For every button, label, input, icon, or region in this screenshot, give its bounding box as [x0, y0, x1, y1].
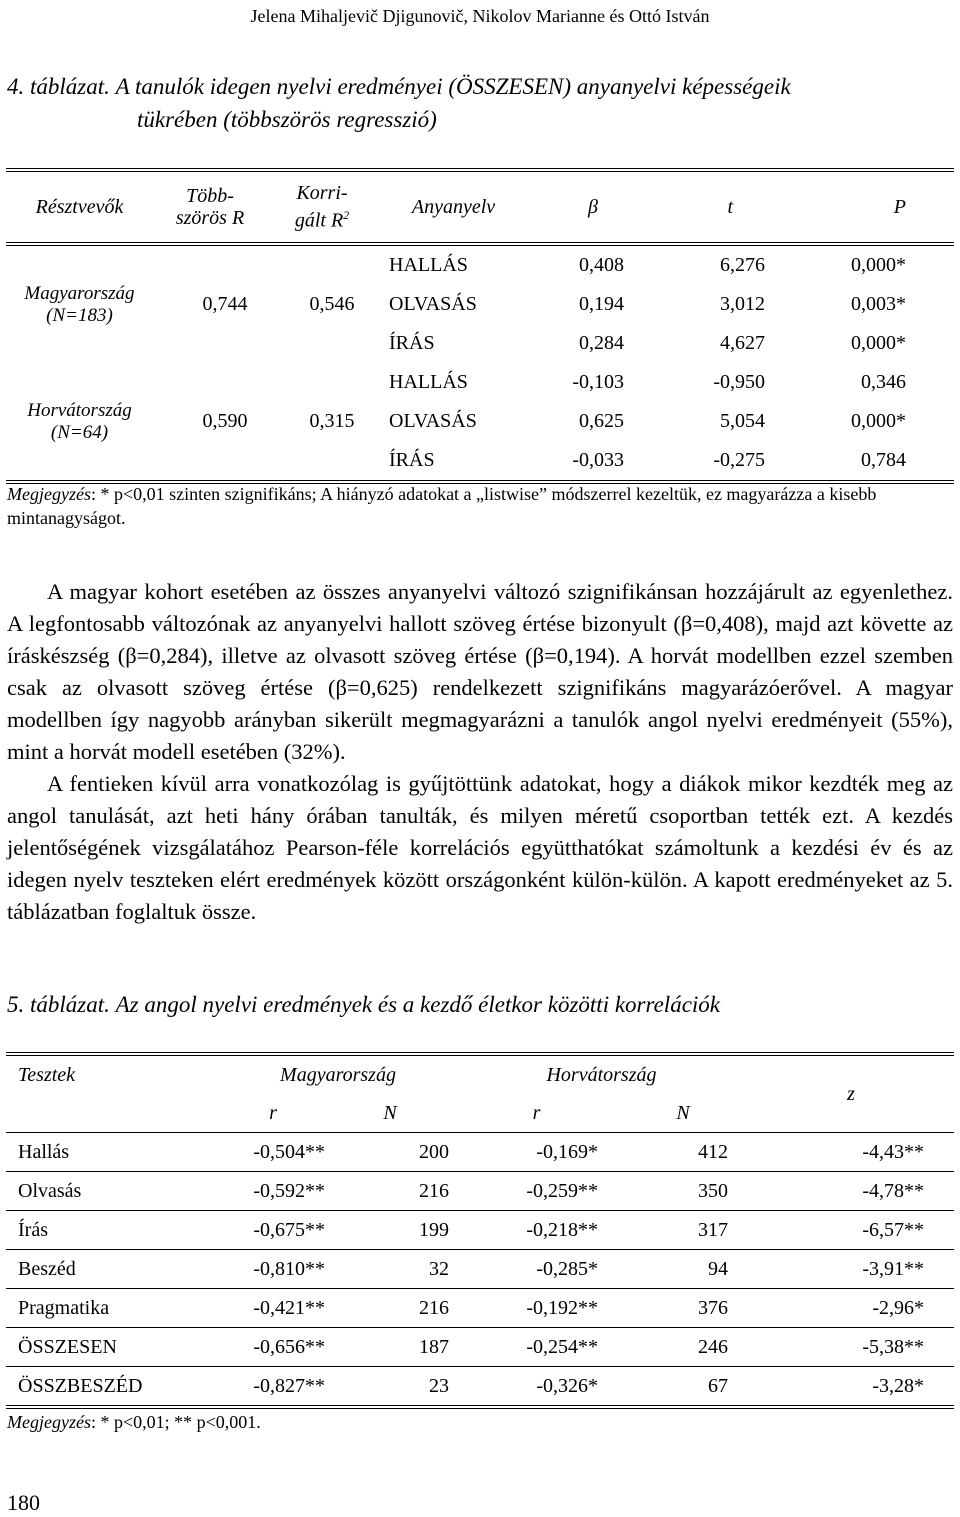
- table4-row: [6, 363, 954, 402]
- z-value: -2,96*: [748, 1289, 954, 1328]
- table-row: [6, 1211, 954, 1250]
- header-croatia: Horvátország: [546, 1063, 657, 1086]
- p-value: 0,346: [861, 371, 906, 393]
- header-adjusted-r2: Korri- gált $R^2$: [294, 182, 350, 232]
- hungary-r: -0,656**: [221, 1328, 325, 1367]
- z-value: -6,57**: [748, 1211, 954, 1250]
- croatia-r: -0,218**: [455, 1211, 618, 1250]
- skill-label: OLVASÁS: [389, 410, 477, 432]
- test-name: Beszéd: [6, 1250, 221, 1289]
- group-label-hungary: Magyarország (N=183): [24, 282, 135, 326]
- page-number: 180: [7, 1490, 40, 1515]
- table-row: [6, 1328, 954, 1367]
- hungary-n: 187: [325, 1328, 455, 1367]
- table-row: [6, 1133, 954, 1172]
- skill-label: ÍRÁS: [389, 332, 435, 354]
- table4-header-row: [6, 170, 954, 244]
- p-value: 0,000*: [851, 332, 906, 354]
- p-value: 0,003*: [851, 293, 906, 315]
- croatia-n: 246: [618, 1328, 748, 1367]
- beta-value: 0,408: [579, 254, 624, 276]
- hungary-n: 216: [325, 1289, 455, 1328]
- header-r: r: [221, 1094, 325, 1133]
- t-value: 5,054: [720, 410, 765, 432]
- croatia-r: -0,169*: [455, 1133, 618, 1172]
- hungary-r: -0,810**: [221, 1250, 325, 1289]
- header-r: r: [455, 1094, 618, 1133]
- z-value: -3,28*: [872, 1374, 924, 1397]
- multiple-r-value: 0,590: [202, 410, 248, 432]
- skill-label: OLVASÁS: [389, 293, 477, 315]
- table5: [6, 1052, 954, 1409]
- table4-title-line1: A tanulók idegen nyelvi eredményei (ÖSSZESEN) anyanyelvi képességeik: [115, 74, 791, 99]
- table4-caption: [7, 70, 952, 136]
- header-tests: Tesztek: [18, 1063, 76, 1086]
- croatia-n: 317: [618, 1211, 748, 1250]
- table5-note: Megjegyzés: * p<0,01; ** p<0,001.: [7, 1412, 261, 1432]
- z-value: -3,91**: [748, 1250, 954, 1289]
- group-label-croatia: Horvátország (N=64): [27, 399, 132, 443]
- p-value: 0,784: [861, 449, 906, 471]
- running-header: Jelena Mihaljevič Djigunovič, Nikolov Marianne és Ottó István: [250, 6, 710, 26]
- z-value: -4,78**: [748, 1172, 954, 1211]
- table-row: [6, 1367, 954, 1408]
- table-row: [6, 1172, 954, 1211]
- hungary-r: -0,675**: [221, 1211, 325, 1250]
- croatia-r: -0,326*: [536, 1374, 598, 1397]
- test-name: Pragmatika: [6, 1289, 221, 1328]
- skill-label: HALLÁS: [389, 254, 468, 276]
- beta-value: -0,103: [572, 371, 624, 393]
- hungary-r: -0,592**: [221, 1172, 325, 1211]
- test-name: ÖSSZBESZÉD: [18, 1374, 143, 1397]
- hungary-n: 199: [325, 1211, 455, 1250]
- header-participants: Résztvevők: [35, 195, 124, 218]
- t-value: 6,276: [720, 254, 765, 276]
- header-beta: β: [588, 195, 598, 218]
- p-value: 0,000*: [851, 254, 906, 276]
- beta-value: -0,033: [572, 449, 624, 471]
- t-value: -0,275: [713, 449, 765, 471]
- t-value: 4,627: [720, 332, 765, 354]
- croatia-r: -0,192**: [455, 1289, 618, 1328]
- hungary-r: -0,504**: [221, 1133, 325, 1172]
- skill-label: HALLÁS: [389, 371, 468, 393]
- croatia-r: -0,259**: [455, 1172, 618, 1211]
- test-name: ÖSSZESEN: [6, 1328, 221, 1367]
- hungary-r: -0,421**: [221, 1289, 325, 1328]
- croatia-r: -0,254**: [455, 1328, 618, 1367]
- hungary-n: 200: [325, 1133, 455, 1172]
- table5-header-row-1: [6, 1054, 954, 1094]
- header-hungary: Magyarország: [280, 1063, 396, 1086]
- skill-label: ÍRÁS: [389, 449, 435, 471]
- table4-number: 4. táblázat.: [7, 74, 110, 99]
- p-value: 0,000*: [851, 410, 906, 432]
- table5-title: Az angol nyelvi eredmények és a kezdő életkor közötti korrelációk: [115, 992, 721, 1017]
- test-name: Olvasás: [6, 1172, 221, 1211]
- table4-title-line2: tükrében (többszörös regresszió): [137, 107, 437, 132]
- test-name: Hallás: [6, 1133, 221, 1172]
- header-multiple-r: Több- szörös R: [175, 185, 245, 229]
- hungary-n: 23: [429, 1374, 449, 1397]
- table-row: [6, 1289, 954, 1328]
- adjusted-r2-value: 0,315: [309, 410, 355, 432]
- t-value: 3,012: [720, 293, 765, 315]
- body-text: [7, 576, 953, 928]
- table4-note: Megjegyzés: * p<0,01 szinten szignifikáns; A hiányzó adatokat a „listwise” módszerrel kezeltük, ez magyarázza a kisebb mintanagyságot.: [7, 484, 877, 528]
- croatia-n: 67: [708, 1374, 728, 1397]
- table4: [6, 168, 954, 484]
- table-row: [6, 1250, 954, 1289]
- hungary-n: 32: [325, 1250, 455, 1289]
- table5-caption: [7, 988, 952, 1021]
- croatia-n: 412: [618, 1133, 748, 1172]
- header-n: N: [325, 1094, 455, 1133]
- croatia-n: 376: [618, 1289, 748, 1328]
- hungary-n: 216: [325, 1172, 455, 1211]
- hungary-r: -0,827**: [253, 1374, 325, 1397]
- header-z: z: [748, 1054, 954, 1133]
- croatia-n: 350: [618, 1172, 748, 1211]
- croatia-n: 94: [618, 1250, 748, 1289]
- z-value: -5,38**: [748, 1328, 954, 1367]
- header-mother-tongue: Anyanyelv: [411, 195, 496, 218]
- z-value: -4,43**: [748, 1133, 954, 1172]
- paragraph: A magyar kohort esetében az összes anyanyelvi változó szignifikánsan hozzájárult az egyenlethez. A legfontosabb változónak az anyanyelvi hallott szöveg értése bizonyult (β=0,408), majd azt követte az íráskészség (β=0,284), illetve az olvasott szöveg értése (β=0,194). A horvát modellben ezzel szemben csak az olvasott szöveg értése (β=0,625) rendelkezett szignifikáns magyarázóerővel. A magyar modellben így nagyobb arányban sikerült megmagyarázni a tanulók angol nyelvi eredményeit (55%), mint a horvát modell esetében (32%).: [7, 579, 953, 764]
- test-name: Írás: [6, 1211, 221, 1250]
- croatia-r: -0,285*: [455, 1250, 618, 1289]
- table5-number: 5. táblázat.: [7, 992, 110, 1017]
- beta-value: 0,625: [579, 410, 624, 432]
- table4-row: [6, 244, 954, 285]
- header-p: P: [893, 195, 906, 218]
- beta-value: 0,194: [579, 293, 624, 315]
- paragraph: A fentieken kívül arra vonatkozólag is gyűjtöttünk adatokat, hogy a diákok mikor kezdték meg az angol tanulását, azt heti hány órában tanulták, és milyen méretű csoportban tették ezt. A kezdés jelentőségének vizsgálatához Pearson-féle korrelációs együtthatókat számoltunk a kezdési év és az idegen nyelv teszteken elért eredmények között országonként külön-külön. A kapott eredményeket az 5. táblázatban foglaltuk össze.: [7, 771, 953, 924]
- header-n: N: [618, 1094, 748, 1133]
- beta-value: 0,284: [579, 332, 624, 354]
- adjusted-r2-value: 0,546: [309, 293, 355, 315]
- header-t: t: [727, 195, 733, 218]
- multiple-r-value: 0,744: [202, 293, 248, 315]
- t-value: -0,950: [713, 371, 765, 393]
